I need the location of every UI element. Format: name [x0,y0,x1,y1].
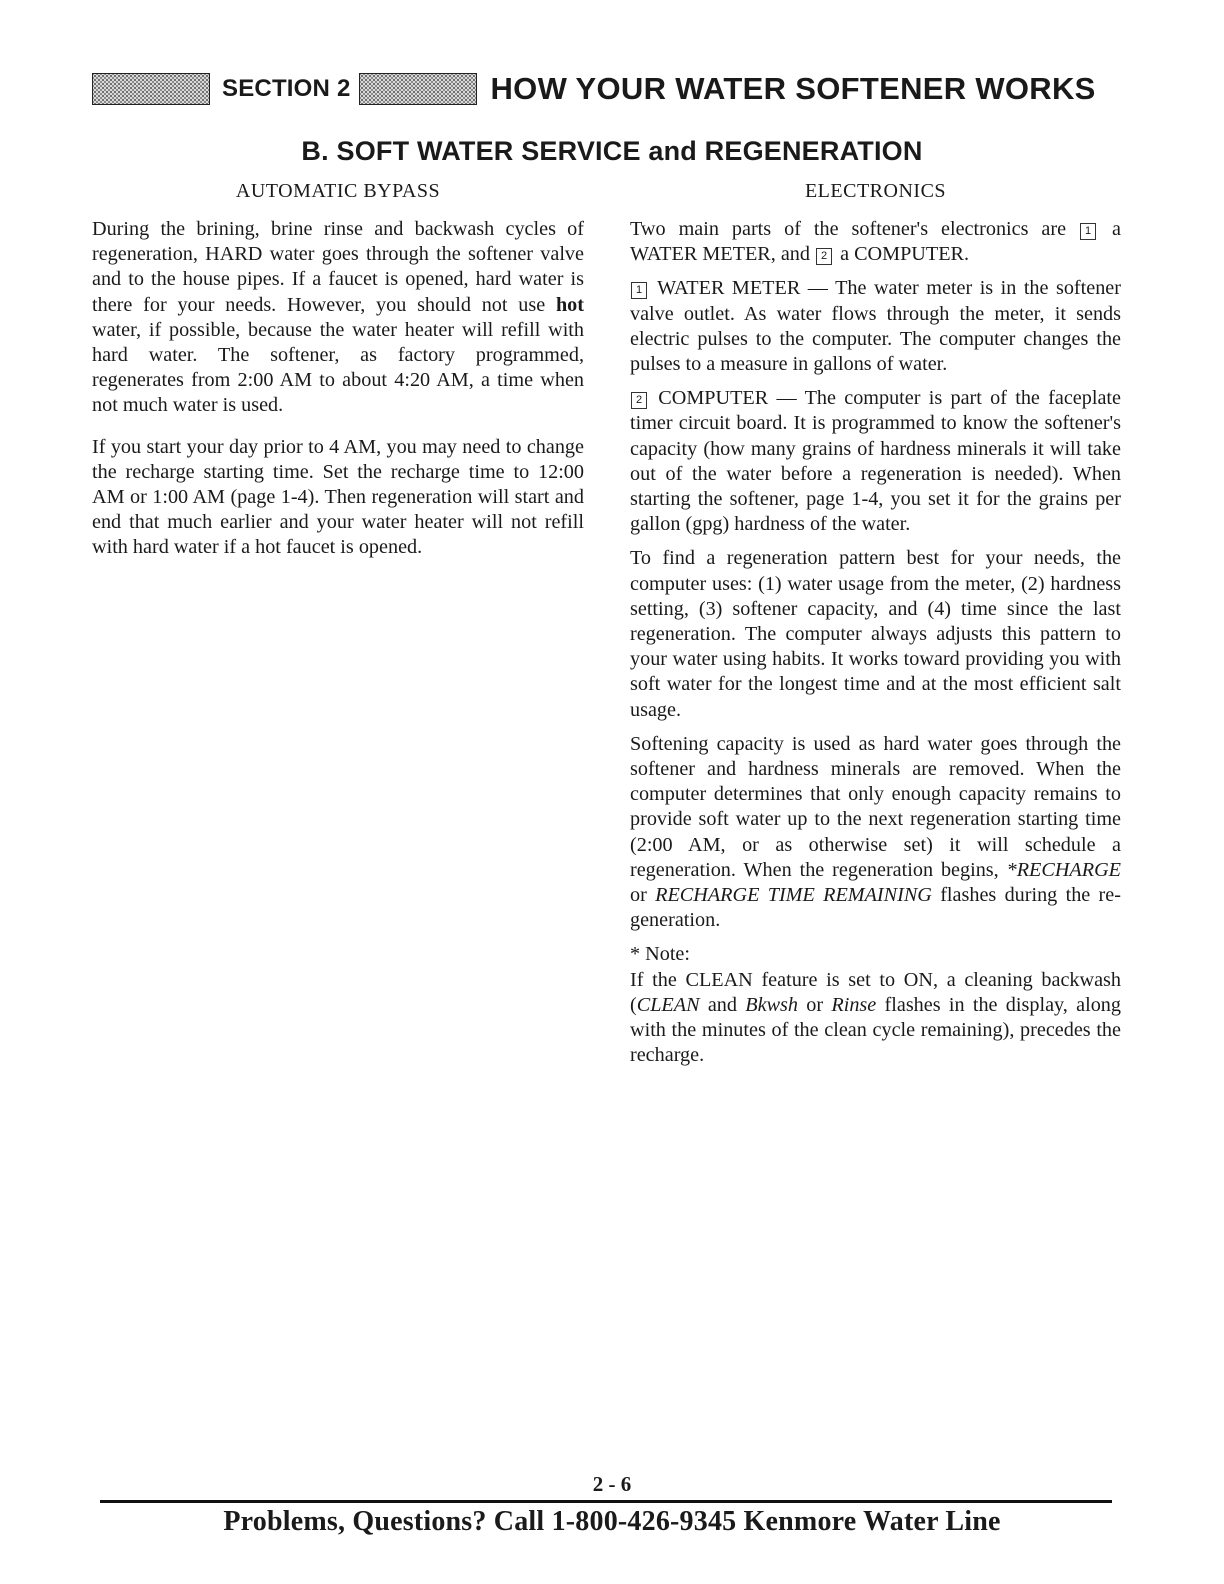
paragraph [630,386,1121,537]
text-run: and [699,993,746,1016]
note-label: * Note: [630,943,690,966]
italic-text: Rinse [831,993,877,1016]
italic-text: *RECHARGE [1006,858,1121,881]
paragraph [92,217,584,419]
section-label: SECTION 2 [222,75,351,102]
text-run: water, if possible, because the water heater will refill with hard water. The softener, as factory programmed, regenerates from 2:00 AM to about 4:20 AM, a time when not much water is used. [92,318,584,417]
right-column [630,180,1121,1078]
section-header [92,68,1122,110]
text-run: During the brining, brine rinse and backwash cycles of regeneration, HARD water goes through the softener valve and to the house pipes. If a faucet is opened, hard water is there for your needs. However, you should not use [92,218,584,316]
section-subtitle: B. SOFT WATER SERVICE and REGENERATION [301,136,923,166]
number-box-icon: 1 [1080,223,1096,240]
paragraph [630,968,1121,1069]
footer-divider [100,1500,1112,1503]
text-run: a COMPUTER. [840,243,970,266]
column-heading: AUTOMATIC BYPASS [235,180,441,202]
text-run: a WATER METER, and [630,218,1122,266]
text-run: flashes during the regeneration. [630,884,1121,932]
page-number: 2 - 6 [592,1472,632,1496]
number-box-icon: 2 [631,392,647,409]
italic-text: Bkwsh [745,993,798,1016]
paragraph [630,217,1121,267]
column-heading: ELECTRONICS [804,180,947,202]
page-title: HOW YOUR WATER SOFTENER WORKS [490,71,1096,106]
text-run: or [798,993,832,1016]
italic-text: CLEAN [636,993,700,1016]
paragraph: If you start your day prior to 4 AM, you may need to change the recharge starting time. Set the recharge time to 12:00 AM or 1:00 AM (page 1-4). Then regeneration will start and end that much earlier and your water heater will not refill with hard water if a hot faucet is opened. [92,435,584,559]
left-column [92,180,584,577]
text-run: If the CLEAN feature is set to ON, a cleaning backwash ( [630,968,1121,1016]
text-run: flashes in the display, along with the minutes of the clean cycle remaining), precedes the recharge. [630,993,1121,1067]
paragraph: To find a regeneration pattern best for your needs, the computer uses: (1) water usage from the meter, (2) hardness setting, (3) softener capacity, and (4) time since the last regeneration. The computer always adjusts this pattern to your water using habits. It works toward providing you with soft water for the longest time and at the most efficient salt usage. [630,547,1121,721]
decorative-pattern-box [92,73,210,105]
text-run: or [630,884,656,907]
paragraph [630,276,1121,377]
decorative-pattern-box [359,73,477,105]
italic-text: RECHARGE TIME REMAINING [655,884,932,907]
text-run: Softening capacity is used as hard water goes through the softener and hardness minerals are removed. When the computer determines that only enough capacity remains to provide soft water up to the next regeneration starting time (2:00 AM, or as otherwise set) it will schedule a regeneration. When the regeneration begins, [630,732,1121,881]
number-box-icon: 1 [631,282,647,299]
bold-text: hot [555,293,584,316]
paragraph [630,732,1121,934]
footer-contact-line: Problems, Questions? Call 1-800-426-9345 Kenmore Water Line [223,1506,1001,1537]
text-run: WATER METER — The water meter is in the softener valve outlet. As water flows through the meter, it sends electric pulses to the computer. The computer changes the pulses to a measure in gallons of water. [630,277,1121,376]
number-box-icon: 2 [816,248,832,265]
text-run: Two main parts of the softener's electronics are [630,218,1067,240]
text-run: COMPUTER — The computer is part of the faceplate timer circuit board. It is programmed to know the softener's capacity (how many grains of hardness minerals it will take out of the water before a regeneration is needed). When starting the softener, page 1-4, you set it for the grains per gallon (gpg) hardness of the water. [630,387,1121,536]
